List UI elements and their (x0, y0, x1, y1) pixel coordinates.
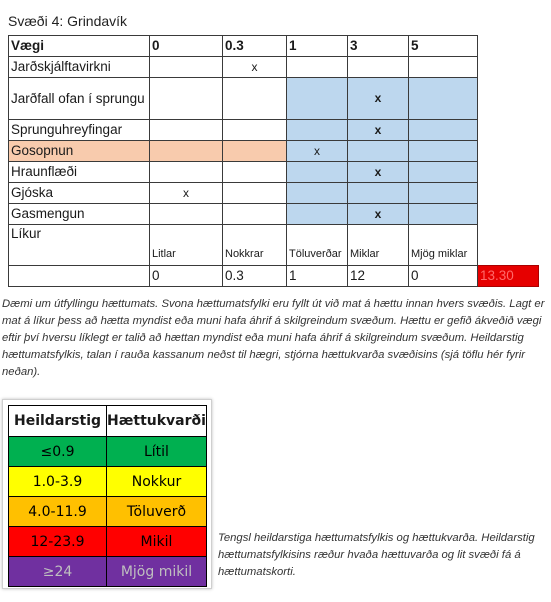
likelihood-row (9, 225, 539, 266)
cell (150, 57, 223, 78)
risk-matrix-table (8, 35, 539, 287)
risk-row (9, 557, 207, 587)
header-w5: 5 (409, 36, 478, 57)
risk-scale-table (8, 405, 207, 587)
cell (409, 141, 478, 162)
cell (287, 183, 348, 204)
risk-level: Nokkur (107, 467, 207, 497)
cell (409, 204, 478, 225)
header-w1: 1 (287, 36, 348, 57)
risk-level: Mikil (107, 527, 207, 557)
risk-row (9, 497, 207, 527)
cell (287, 57, 348, 78)
hazard-row (9, 120, 539, 141)
risk-level: Töluverð (107, 497, 207, 527)
cell (150, 141, 223, 162)
risk-row (9, 437, 207, 467)
likelihood-level: Miklar (348, 225, 409, 266)
totals-row (9, 266, 539, 287)
cell (150, 204, 223, 225)
risk-score: ≤0.9 (9, 437, 107, 467)
cell (409, 57, 478, 78)
cell (150, 162, 223, 183)
cell (348, 183, 409, 204)
cell: x (150, 183, 223, 204)
cell (409, 162, 478, 183)
header-scale: Hættukvarði (107, 406, 207, 437)
cell: x (348, 78, 409, 120)
cell (348, 141, 409, 162)
cell (223, 162, 287, 183)
hazard-label: Jarðskjálftavirkni (9, 57, 150, 78)
risk-row (9, 467, 207, 497)
risk-row (9, 527, 207, 557)
hazard-row (9, 204, 539, 225)
risk-header-row (9, 406, 207, 437)
risk-score: ≥24 (9, 557, 107, 587)
hazard-label: Gasmengun (9, 204, 150, 225)
total-value: 0 (150, 266, 223, 287)
header-w3: 3 (348, 36, 409, 57)
total-score-box: 13.30 (478, 266, 539, 287)
header-w03: 0.3 (223, 36, 287, 57)
hazard-row (9, 141, 539, 162)
hazard-label: Jarðfall ofan í sprungu (9, 78, 150, 120)
hazard-label: Gjóska (9, 183, 150, 204)
likur-label: Líkur (9, 225, 150, 266)
cell (223, 141, 287, 162)
header-weight: Vægi (9, 36, 150, 57)
risk-score: 4.0-11.9 (9, 497, 107, 527)
hazard-label: Hraunflæði (9, 162, 150, 183)
likelihood-level: Nokkrar (223, 225, 287, 266)
cell (223, 183, 287, 204)
sheet-title: Svæði 4: Grindavík (8, 13, 128, 29)
hazard-row (9, 57, 539, 78)
likelihood-level: Mjög miklar (409, 225, 478, 266)
cell (223, 78, 287, 120)
total-value: 0 (409, 266, 478, 287)
hazard-label: Sprunguhreyfingar (9, 120, 150, 141)
cell: x (223, 57, 287, 78)
total-value: 12 (348, 266, 409, 287)
risk-score: 12-23.9 (9, 527, 107, 557)
hazard-row (9, 78, 539, 120)
cell (287, 162, 348, 183)
hazard-row (9, 162, 539, 183)
cell (409, 183, 478, 204)
risk-level: Mjög mikil (107, 557, 207, 587)
total-value: 0.3 (223, 266, 287, 287)
matrix-header-row (9, 36, 539, 57)
cell: x (287, 141, 348, 162)
risk-scale-panel (2, 399, 212, 589)
header-w0: 0 (150, 36, 223, 57)
scale-caption: Tengsl heildarstiga hættumatsfylkis og hættukvarða. Heildarstig hættumatsfylkisins ræður hvaða hættuvarða og lit svæði fá á hættumatskorti. (218, 532, 535, 578)
likelihood-level: Litlar (150, 225, 223, 266)
cell (409, 78, 478, 120)
cell: x (348, 120, 409, 141)
hazard-label: Gosopnun (9, 141, 150, 162)
cell (223, 120, 287, 141)
likelihood-level: Töluverðar (287, 225, 348, 266)
cell (150, 120, 223, 141)
cell: x (348, 204, 409, 225)
header-score: Heildarstig (9, 406, 107, 437)
cell (287, 120, 348, 141)
cell (409, 120, 478, 141)
matrix-caption: Dæmi um útfyllingu hættumats. Svona hættumatsfylki eru fyllt út við mat á hættu innan hvers svæðis. Lagt er mat á líkur þess að hætta myndist eða muni hafa áhrif á skilgreindum svæðum. Hættu er gefið ákveðið vægi eftir því hversu líklegt er talið að hættan myndist eða muni hafa áhrif á skilgreindum svæðum. Heildarstig hættumatsfylkis, talan í rauða kassanum neðst til hægri, stjórna hættukvarða svæðisins (sjá töflu hér fyrir neðan). (2, 298, 545, 378)
cell (287, 78, 348, 120)
cell (150, 78, 223, 120)
total-value: 1 (287, 266, 348, 287)
cell: x (348, 162, 409, 183)
hazard-row (9, 183, 539, 204)
cell (287, 204, 348, 225)
cell (348, 57, 409, 78)
risk-score: 1.0-3.9 (9, 467, 107, 497)
cell (223, 204, 287, 225)
risk-level: Lítil (107, 437, 207, 467)
